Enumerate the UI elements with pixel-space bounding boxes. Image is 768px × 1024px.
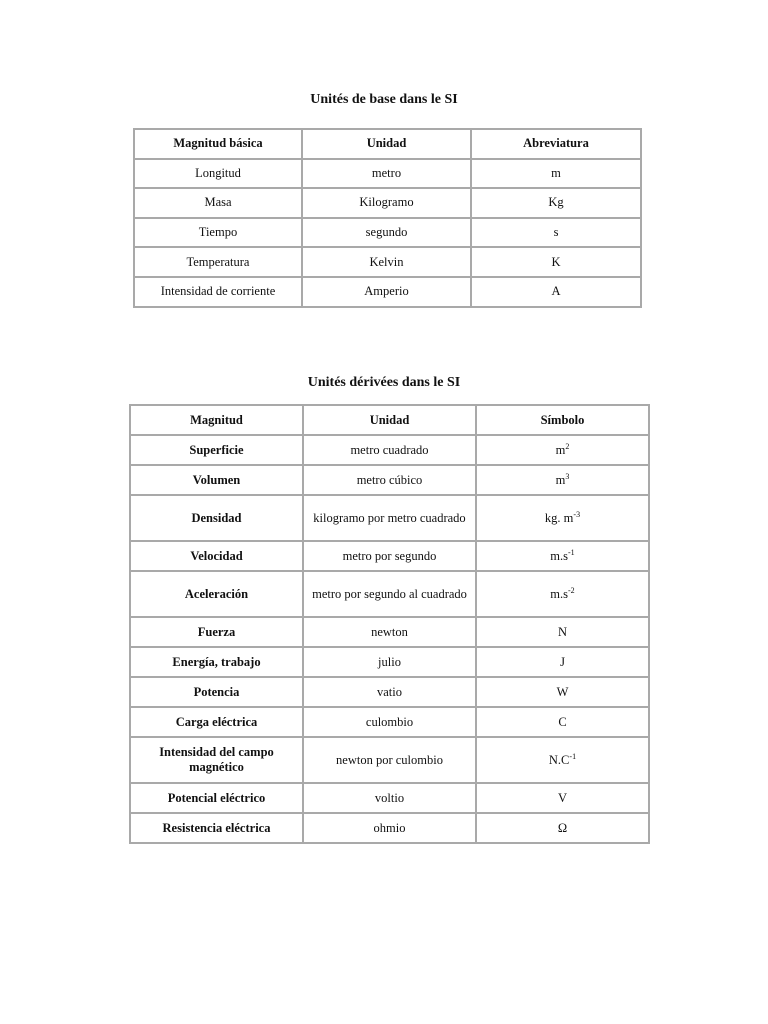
symbol-text: W [556,684,569,699]
symbol-text: J [560,654,565,669]
magnitude-cell: Intensidad de corriente [134,277,302,307]
symbol-cell [476,571,649,617]
table-row [134,159,641,189]
abbreviation-cell: K [471,247,641,277]
symbol-cell [476,465,649,495]
table-row [130,707,649,737]
symbol-text: C [558,714,567,729]
table-row [130,571,649,617]
magnitude-cell: Carga eléctrica [130,707,303,737]
symbol-text: Ω [557,820,568,835]
magnitude-cell: Resistencia eléctrica [130,813,303,843]
symbol-text: m [555,442,566,457]
symbol-text: N.C [548,752,570,767]
table-row [130,495,649,541]
table-header-row [130,405,649,435]
symbol-cell [476,737,649,783]
unit-cell: vatio [303,677,476,707]
symbol-cell [476,617,649,647]
symbol-cell [476,647,649,677]
unit-cell: newton [303,617,476,647]
header-cell: Unidad [302,129,471,159]
symbol-text: V [557,790,568,805]
derived-units-table [129,404,650,844]
symbol-cell [476,813,649,843]
magnitude-cell: Masa [134,188,302,218]
table-row [130,435,649,465]
unit-cell: metro [302,159,471,189]
magnitude-cell: Longitud [134,159,302,189]
table-header-row [134,129,641,159]
symbol-cell [476,541,649,571]
unit-cell: culombio [303,707,476,737]
table-row [134,218,641,248]
magnitude-cell: Potencial eléctrico [130,783,303,813]
unit-cell: newton por culombio [303,737,476,783]
unit-cell: julio [303,647,476,677]
symbol-text: m.s [550,548,569,563]
table-row [130,541,649,571]
magnitude-cell: Potencia [130,677,303,707]
symbol-exponent: -2 [568,585,575,595]
symbol-exponent: -1 [568,547,575,557]
symbol-text: N [557,624,568,639]
magnitude-cell: Temperatura [134,247,302,277]
symbol-cell [476,707,649,737]
symbol-exponent: 3 [565,471,570,481]
unit-cell: Kelvin [302,247,471,277]
magnitude-cell: Intensidad del campo magnético [130,737,303,783]
table-row [130,737,649,783]
symbol-text: m.s [550,586,569,601]
abbreviation-cell: m [471,159,641,189]
symbol-text: kg. m [544,510,574,525]
table-row [134,277,641,307]
symbol-exponent: -3 [573,509,581,519]
table-row [130,465,649,495]
unit-cell: ohmio [303,813,476,843]
magnitude-cell: Fuerza [130,617,303,647]
unit-cell: segundo [302,218,471,248]
symbol-exponent: -1 [569,751,577,761]
symbol-cell [476,677,649,707]
unit-cell: metro por segundo al cuadrado [303,571,476,617]
unit-cell: kilogramo por metro cuadrado [303,495,476,541]
table-row [130,813,649,843]
unit-cell: Amperio [302,277,471,307]
base-units-table [133,128,642,308]
abbreviation-cell: s [471,218,641,248]
base-units-title: Unités de base dans le SI [310,92,458,107]
table-row [134,247,641,277]
unit-cell: metro por segundo [303,541,476,571]
header-cell: Magnitud básica [134,129,302,159]
derived-units-title: Unités dérivées dans le SI [307,375,461,390]
header-cell: Abreviatura [471,129,641,159]
symbol-text: m [555,472,566,487]
header-cell: Magnitud [130,405,303,435]
magnitude-cell: Energía, trabajo [130,647,303,677]
unit-cell: metro cuadrado [303,435,476,465]
magnitude-cell: Densidad [130,495,303,541]
unit-cell: metro cúbico [303,465,476,495]
abbreviation-cell: Kg [471,188,641,218]
table-row [130,783,649,813]
abbreviation-cell: A [471,277,641,307]
table-row [130,617,649,647]
table-row [130,647,649,677]
table-row [134,188,641,218]
magnitude-cell: Aceleración [130,571,303,617]
magnitude-cell: Volumen [130,465,303,495]
unit-cell: Kilogramo [302,188,471,218]
magnitude-cell: Tiempo [134,218,302,248]
header-cell: Unidad [303,405,476,435]
symbol-cell [476,435,649,465]
magnitude-cell: Velocidad [130,541,303,571]
unit-cell: voltio [303,783,476,813]
header-cell: Símbolo [476,405,649,435]
table-row [130,677,649,707]
symbol-cell [476,783,649,813]
symbol-exponent: 2 [565,441,570,451]
magnitude-cell: Superficie [130,435,303,465]
symbol-cell [476,495,649,541]
